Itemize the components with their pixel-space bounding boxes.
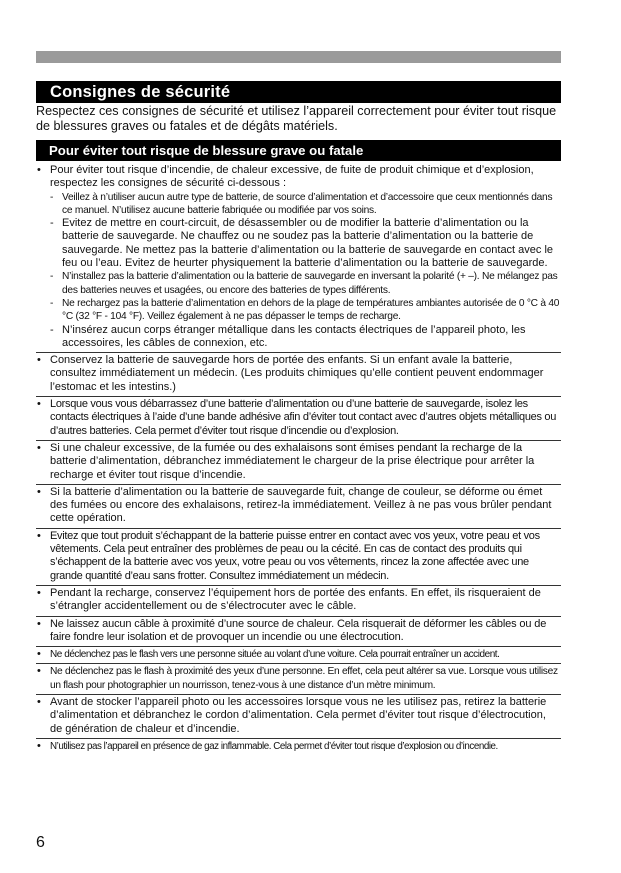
dash-icon: - <box>50 191 54 203</box>
list-item <box>36 529 561 586</box>
bullet-icon: • <box>37 529 41 542</box>
list-item <box>36 586 561 617</box>
sub-item-text: N’insérez aucun corps étranger métallique dans les contacts électriques de l’appareil photo, les accessoires, les câbles de connexion, etc. <box>62 323 526 349</box>
page-number: 6 <box>36 834 45 851</box>
item-text: Ne déclenchez pas le flash à proximité des yeux d’une personne. En effet, cela peut altérer sa vue. Lorsque vous utilisez un flash pour photographier un nourrisson, tenez-vous à une distance d’un mètre minimum. <box>50 666 558 691</box>
item-text: Avant de stocker l’appareil photo ou les accessoires lorsque vous ne les utilisez pas, retirez la batterie d’alimentation et débranchez le cordon d’alimentation. Cela permet d’éviter tout risque d’électrocution, de génération de chaleur et d’incendie. <box>50 695 547 735</box>
list-item <box>36 485 561 529</box>
sub-item-text: N’installez pas la batterie d’alimentation ou la batterie de sauvegarde en inversant la polarité (+ –). Ne mélangez pas des batteries neuves et usagées, ou encore des batteries de types différents. <box>62 271 558 296</box>
dash-icon: - <box>50 271 54 283</box>
item-text: N’utilisez pas l’appareil en présence de gaz inflammable. Cela permet d’éviter tout risque d’explosion ou d’incendie. <box>50 740 498 752</box>
item-text: Ne laissez aucun câble à proximité d’une source de chaleur. Cela risquerait de déformer les câbles ou de faire fondre leur isolation et de provoquer un incendie ou une électrocution. <box>50 617 547 643</box>
list-item <box>36 441 561 485</box>
item-text: Lorsque vous vous débarrassez d’une batterie d’alimentation ou d’une batterie de sauvegarde, isolez les contacts électriques à l’aide d’une bande adhésive afin d’éviter tout contact avec d’autres objets métalliques ou d’autres batteries. Cela permet d’éviter tout risque d’incendie ou d’explosion. <box>50 398 557 437</box>
bullet-icon: • <box>37 586 41 599</box>
dash-icon: - <box>50 297 54 309</box>
dash-icon: - <box>50 323 54 336</box>
sub-item <box>50 217 561 270</box>
bullet-icon: • <box>37 398 41 411</box>
item-text: Evitez que tout produit s’échappant de la batterie puisse entrer en contact avec vos yeux, votre peau et vos vêtements. Cela peut entraîner des problèmes de peau ou la cécité. En cas de contact des produits qui s’échappent de la batterie avec vos yeux, votre peau ou vos vêtements, rincez la zone affectée avec une grande quantité d’eau sans frotter. Consultez immédiatement un médecin. <box>50 529 540 582</box>
sub-item <box>50 270 561 297</box>
item-text: Si une chaleur excessive, de la fumée ou des exhalaisons sont émises pendant la recharge de la batterie d’alimentation, débranchez immédiatement le chargeur de la prise électrique pour arrêter la recharge et éviter tout risque d’incendie. <box>50 441 535 481</box>
sub-item-text: Ne rechargez pas la batterie d’alimentation en dehors de la plage de températures ambiantes autorisée de 0 °C à 40 °C (32 °F - 104 °F). Veillez également à ne pas dépasser le temps de recharge. <box>62 297 560 323</box>
list-item <box>36 739 561 755</box>
bullet-icon: • <box>37 354 41 367</box>
bullet-icon: • <box>37 695 41 708</box>
list-item <box>36 353 561 397</box>
sub-item <box>50 324 561 351</box>
bullet-icon: • <box>37 617 41 630</box>
list-item <box>36 163 561 353</box>
bullet-icon: • <box>37 665 41 678</box>
item-text: Si la batterie d’alimentation ou la batterie de sauvegarde fuit, change de couleur, se déforme ou émet des fumées ou encore des exhalaisons, retirez-la immédiatement. Veillez à ne pas vous brûler pendant cette opération. <box>50 485 552 525</box>
item-text: Conservez la batterie de sauvegarde hors de portée des enfants. Si un enfant avale la batterie, consultez immédiatement un médecin. (Les produits chimiques qu’elle contient peuvent endommager l’estomac et les intestins.) <box>50 354 544 393</box>
header-bar <box>36 51 561 63</box>
list-item <box>36 664 561 695</box>
dash-icon: - <box>50 217 54 230</box>
list-item <box>36 617 561 648</box>
bullet-icon: • <box>37 441 41 454</box>
sub-item <box>50 297 561 324</box>
list-item <box>36 397 561 441</box>
sub-item-text: Veillez à n’utiliser aucun autre type de batterie, de source d’alimentation et d’accessoire que ceux mentionnés dans ce manuel. N’utilisez aucune batterie fabriquée ou modifiée par vos soins. <box>62 191 553 216</box>
bullet-icon: • <box>37 648 41 661</box>
section-title: Pour éviter tout risque de blessure grave ou fatale <box>36 140 561 161</box>
bullet-icon: • <box>37 164 41 176</box>
bullet-icon: • <box>37 485 41 498</box>
list-item <box>36 695 561 739</box>
item-text: Pour éviter tout risque d’incendie, de chaleur excessive, de fuite de produit chimique et d’explosion, respectez les consignes de sécurité ci-dessous : <box>50 164 534 190</box>
page-title: Consignes de sécurité <box>36 81 561 103</box>
sub-item <box>50 191 561 218</box>
item-text: Pendant la recharge, conservez l’équipement hors de portée des enfants. En effet, ils risqueraient de s’étrangler accidentellement ou de s’électrocuter avec le câble. <box>50 586 541 613</box>
sub-item-text: Evitez de mettre en court-circuit, de désassembler ou de modifier la batterie d’alimentation ou la batterie de sauvegarde. Ne chauffez ou ne soudez pas la batterie d’alimentation ou la batterie de sauvegarde. Ne mettez pas la batterie d’alimentation ou la batterie de sauvegarde en contact avec le feu ou l’eau. Evitez de heurter physiquement la batterie d’alimentation ou la batterie de sauvegarde. <box>62 217 554 270</box>
intro-paragraph: Respectez ces consignes de sécurité et utilisez l’appareil correctement pour éviter tout risque de blessures graves ou fatales et de dégâts matériels. <box>36 104 557 133</box>
list-item <box>36 647 561 664</box>
item-text: Ne déclenchez pas le flash vers une personne située au volant d’une voiture. Cela pourrait entraîner un accident. <box>50 649 500 661</box>
safety-list <box>36 163 561 755</box>
bullet-icon: • <box>37 739 41 752</box>
